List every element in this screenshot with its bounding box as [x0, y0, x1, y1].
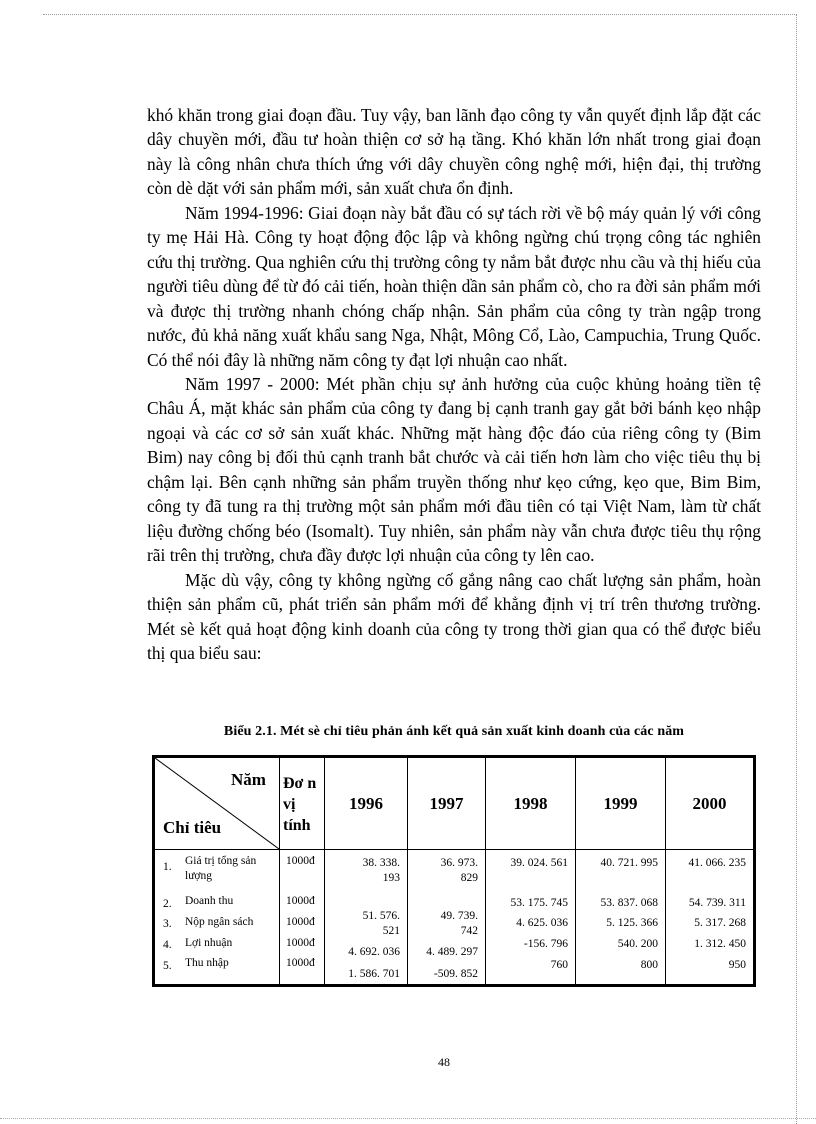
- indicator-label: Nộp ngân sách: [185, 916, 254, 928]
- body-text: [147, 103, 761, 665]
- page-border-top: [43, 14, 797, 15]
- row-number: 1.: [163, 861, 172, 873]
- corner-indicator-label: Chỉ tiêu: [163, 818, 222, 837]
- value-cell: 53. 175. 745: [510, 897, 568, 909]
- value-cell: 540. 200: [617, 938, 658, 950]
- value-cell: 38. 338.: [362, 857, 400, 869]
- value-cell: 49. 739.: [440, 910, 478, 922]
- paragraph-3: Năm 1997 - 2000: Mét phần chịu sự ảnh hưởng của cuộc khủng hoảng tiền tệ Châu Á, mặt khác sản phẩm của công ty đang bị cạnh tranh gay gắt bởi bánh kẹo nhập ngoại và các cơ sở sản xuất khác. Những mặt hàng độc đáo của riêng công ty (Bim Bim) nay công bị đối thủ cạnh tranh bắt chước và cải tiến hơn làm cho việc tiêu thụ bị chậm lại. Bên cạnh những sản phẩm truyền thống như kẹo cứng, kẹo que, Bim Bim, công ty đã tung ra thị trường một sản phẩm mới đầu tiên có tại Việt Nam, làm từ chất liệu đường chống béo (Isomalt). Tuy nhiên, sản phẩm này vẫn chưa được tiêu thụ rộng rãi trên thị trường, chưa đầy được lợi nhuận của công ty lên cao.: [147, 373, 761, 566]
- unit-value: 1000đ: [286, 916, 315, 928]
- paragraph-4: Mặc dù vậy, công ty không ngừng cố gắng nâng cao chất lượng sản phẩm, hoàn thiện sản phẩm cũ, phát triển sản phẩm mới để khẳng định vị trí trên thương trường. Mét sè kết quả hoạt động kinh doanh của công ty trong thời gian qua có thể được biểu thị qua biểu sau:: [147, 569, 761, 663]
- indicator-label: Thu nhập: [185, 957, 229, 969]
- value-cell: 36. 973.: [440, 857, 478, 869]
- unit-value: 1000đ: [286, 937, 315, 949]
- unit-column-header: Đơ n vị tính: [283, 775, 317, 834]
- value-cell: 40. 721. 995: [600, 857, 658, 869]
- year-header-1999: 1999: [603, 794, 638, 813]
- value-cell: 521: [382, 925, 400, 937]
- indicator-label: Doanh thu: [185, 895, 234, 907]
- year-header-2000: 2000: [692, 794, 727, 813]
- value-cell: 1. 312. 450: [694, 938, 746, 950]
- value-cell: -509. 852: [433, 968, 478, 980]
- value-cell: 5. 317. 268: [694, 917, 746, 929]
- paragraph-1: khó khăn trong giai đoạn đầu. Tuy vậy, ban lãnh đạo công ty vẫn quyết định lắp đặt các dây chuyền mới, đầu tư hoàn thiện cơ sở hạ tầng. Khó khăn lớn nhất trong giai đoạn này là công nhân chưa thích ứng với dây chuyền công nghệ mới, hiện đại, thị trường còn dè dặt với sản phẩm mới, sản xuất chưa ổn định.: [147, 105, 761, 199]
- value-cell: 53. 837. 068: [600, 897, 658, 909]
- year-header-1996: 1996: [349, 794, 383, 813]
- row-number: 4.: [163, 939, 172, 951]
- value-cell: 41. 066. 235: [688, 857, 746, 869]
- year-header-1997: 1997: [429, 794, 464, 813]
- value-cell: 54. 739. 311: [688, 897, 746, 909]
- value-cell: 4. 489. 297: [426, 946, 478, 958]
- value-cell: 51. 576.: [362, 910, 400, 922]
- paragraph-2: Năm 1994-1996: Giai đoạn này bắt đầu có sự tách rời về bộ máy quản lý với công ty mẹ Hải Hà. Công ty hoạt động độc lập và không ngừng chú trọng công tác nghiên cứu thị trường. Qua nghiên cứu thị trường công ty nắm bắt được nhu cầu và thị hiếu của người tiêu dùng để từ đó cải tiến, hoàn thiện dần sản phẩm cò, cho ra đời sản phẩm mới và được thị trường nhanh chóng chấp nhận. Sản phẩm của công ty tràn ngập trong nước, đủ khả năng xuất khẩu sang Nga, Nhật, Mông Cổ, Lào, Campuchia, Trung Quốc. Có thể nói đây là những năm công ty đạt lợi nhuận cao nhất.: [147, 202, 761, 370]
- indicator-label: Giá trị tổng sản lượng: [185, 855, 257, 882]
- value-cell: 4. 625. 036: [516, 917, 568, 929]
- value-cell: -156. 796: [523, 938, 568, 950]
- row-number: 2.: [163, 898, 172, 910]
- header-divider: [155, 849, 753, 850]
- value-cell: 950: [728, 959, 746, 971]
- value-cell: 193: [382, 872, 400, 884]
- results-table: [152, 755, 756, 987]
- value-cell: 742: [460, 925, 478, 937]
- page-number: 48: [438, 1055, 450, 1069]
- row-number: 5.: [163, 960, 172, 972]
- page-border-bottom: [0, 1118, 816, 1119]
- unit-value: 1000đ: [286, 957, 315, 969]
- table-caption: Biểu 2.1. Mét sè chỉ tiêu phản ánh kết quả sản xuất kinh doanh của các năm: [223, 724, 685, 739]
- value-cell: 5. 125. 366: [606, 917, 658, 929]
- unit-value: 1000đ: [286, 855, 315, 867]
- value-cell: 829: [460, 872, 478, 884]
- year-header-1998: 1998: [513, 794, 548, 813]
- value-cell: 1. 586. 701: [348, 968, 400, 980]
- value-cell: 39. 024. 561: [510, 857, 568, 869]
- row-number: 3.: [163, 918, 172, 930]
- corner-year-label: Năm: [231, 770, 266, 789]
- value-cell: 760: [550, 959, 568, 971]
- value-cell: 800: [640, 959, 658, 971]
- indicator-label: Lợi nhuận: [185, 937, 233, 949]
- value-cell: 4. 692. 036: [348, 946, 400, 958]
- unit-value: 1000đ: [286, 895, 315, 907]
- column-divider: [279, 758, 280, 984]
- page-border-right: [796, 14, 797, 1124]
